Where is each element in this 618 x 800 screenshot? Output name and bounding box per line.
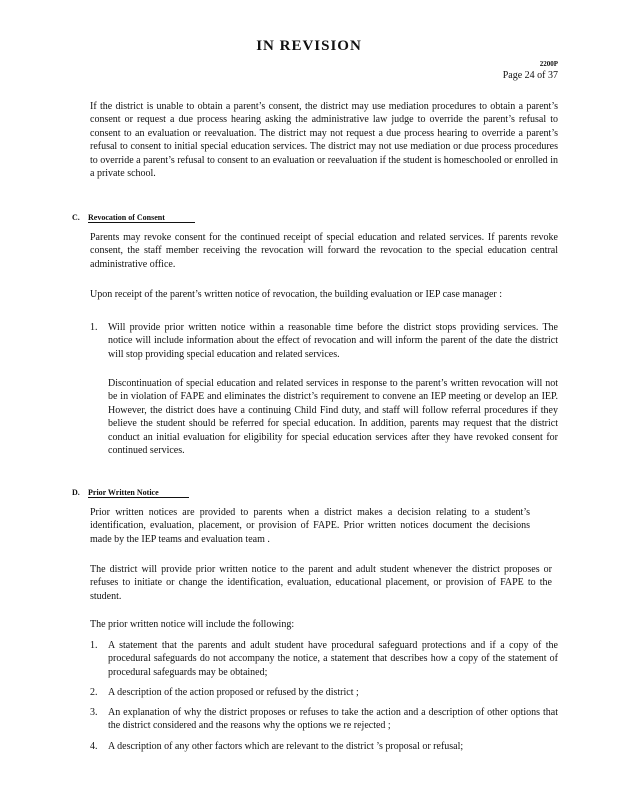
intro-paragraph: If the district is unable to obtain a parent’s consent, the district may use mediation procedures to obtain a parent’s consent or request a due process hearing asking the administrative law judge to override the parent’s refusal to consent to an evaluation or reevaluation. The district may not request a due process hearing to override a parent’s refusal to consent to initial special education services. The district may not use mediation or due process procedures to override a parent’s refusal to consent to an evaluation or reevaluation if the student is homeschooled or enrolled in a private school. — [90, 101, 558, 180]
list-item — [90, 686, 558, 699]
list-item — [90, 639, 558, 679]
section-d-heading — [72, 488, 189, 498]
section-c-paragraph-2: Upon receipt of the parent’s written notice of revocation, the building evaluation or IEP case manager : — [90, 289, 502, 300]
list-item — [90, 740, 558, 753]
section-c-paragraph-3: Discontinuation of special education and related services in response to the parent’s written revocation will not be in violation of FAPE and eliminates the district’s requirement to convene an IEP meeting or develop an IEP. However, the district does have a continuing Child Find duty, and staff will follow referral procedures if they believe the student should be referred for special education. In addition, parents may request that the district conduct an initial evaluation for eligibility for special education services after they have revoked consent for continued services. — [108, 378, 558, 457]
section-c-title: Revocation of Consent — [88, 213, 195, 223]
document-title: IN REVISION — [256, 38, 362, 54]
list-item — [90, 321, 558, 361]
list-item-number: 1. — [90, 322, 98, 333]
page-number: Page 24 of 37 — [502, 70, 558, 81]
section-d-paragraph-2: The district will provide prior written notice to the parent and adult student whenever the district proposes or refuses to initiate or change the identification, evaluation, educational placement, or provision of FAPE to the student. — [90, 564, 552, 602]
list-item-text: Will provide prior written notice within a reasonable time before the district stops providing services. The notice will include information about the effect of revocation and will inform the parent of the date the district will stop providing special education and related services. — [108, 322, 558, 360]
list-item-text: A description of any other factors which are relevant to the district ’s proposal or refusal; — [108, 741, 464, 752]
section-c-heading — [72, 213, 195, 223]
section-c-paragraph-1: Parents may revoke consent for the continued receipt of special education and related services. If parents revoke consent, the staff member receiving the revocation will forward the revocation to the special education central administrative office. — [90, 232, 558, 270]
list-item-number: 2. — [90, 687, 98, 698]
section-c-letter: C. — [72, 213, 80, 222]
policy-code: 2200P — [539, 60, 558, 68]
list-item-text: An explanation of why the district proposes or refuses to take the action and a description of other options that the district considered and the reasons why the options we re rejected ; — [108, 707, 558, 732]
list-item-number: 4. — [90, 741, 98, 752]
section-d-paragraph-1: Prior written notices are provided to parents when a district makes a decision relating to a student’s identification, evaluation, placement, or provision of FAPE. Prior written notices document the decisions made by the IEP teams and evaluation team . — [90, 507, 530, 545]
list-item-number: 3. — [90, 707, 98, 718]
section-d-title: Prior Written Notice — [88, 488, 189, 498]
list-item-text: A description of the action proposed or refused by the district ; — [108, 687, 359, 698]
section-d-paragraph-3: The prior written notice will include the following: — [90, 619, 295, 630]
list-item-text: A statement that the parents and adult student have procedural safeguard protections and if a copy of the procedural safeguards do not accompany the notice, a statement that describes how a copy of the statement of procedural safeguards may be obtained; — [108, 640, 558, 678]
list-item-number: 1. — [90, 640, 98, 651]
section-d-letter: D. — [72, 488, 80, 497]
list-item — [90, 706, 558, 733]
